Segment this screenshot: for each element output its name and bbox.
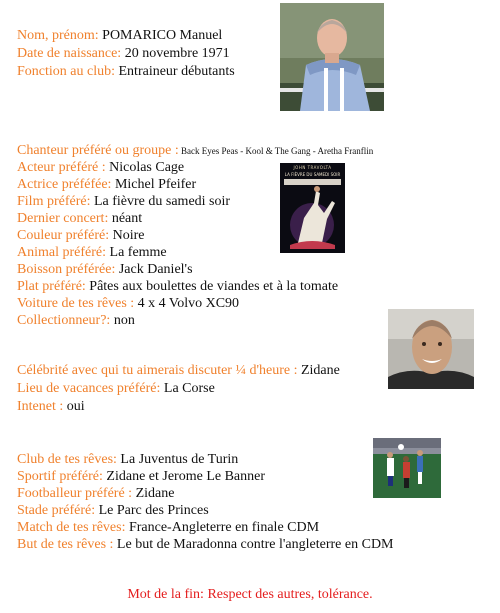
- match-photo: [373, 438, 441, 498]
- line-nom: [17, 27, 222, 45]
- label-plat: Plat préféré:: [17, 279, 86, 294]
- line-chanteur: [17, 142, 373, 160]
- label-date-naissance: Date de naissance:: [17, 46, 122, 61]
- value-fonction: Entraineur débutants: [115, 64, 235, 79]
- label-nom: Nom, prénom:: [17, 28, 99, 43]
- value-plat: Pâtes aux boulettes de viandes et à la tomate: [85, 279, 339, 294]
- value-animal: La femme: [106, 245, 167, 260]
- coach-photo: [280, 3, 384, 111]
- line-vacances: [17, 380, 215, 398]
- label-collectionneur: Collectionneur?:: [17, 313, 111, 328]
- line-plat: [17, 278, 338, 296]
- line-collectionneur: [17, 312, 135, 330]
- line-couleur: [17, 227, 145, 245]
- poster-title-text: LA FIÈVRE DU SAMEDI SOIR: [284, 172, 341, 177]
- value-vacances: La Corse: [160, 381, 215, 396]
- label-actrice: Actrice préféfée:: [17, 177, 112, 192]
- value-sportif: Zidane et Jerome Le Banner: [102, 469, 266, 484]
- label-sportif: Sportif préféré:: [17, 469, 103, 484]
- label-acteur: Acteur préféré :: [17, 160, 106, 175]
- line-animal: [17, 244, 167, 262]
- movie-poster: [280, 163, 345, 253]
- poster-top-text: JOHN TRAVOLTA: [293, 165, 332, 170]
- line-voiture: [17, 295, 239, 313]
- value-footballeur: Zidane: [132, 486, 175, 501]
- line-celebrite: [17, 362, 340, 380]
- value-couleur: Noire: [109, 228, 145, 243]
- value-nom: POMARICO Manuel: [98, 28, 223, 43]
- value-club: La Juventus de Turin: [116, 452, 239, 467]
- label-boisson: Boisson préférée:: [17, 262, 116, 277]
- value-stade: Le Parc des Princes: [95, 503, 209, 518]
- line-stade: [17, 502, 209, 520]
- label-footballeur: Footballeur préféré :: [17, 486, 133, 501]
- label-vacances: Lieu de vacances préféré:: [17, 381, 161, 396]
- line-club: [17, 451, 238, 469]
- value-voiture: 4 x 4 Volvo XC90: [134, 296, 240, 311]
- line-actrice: [17, 176, 196, 194]
- line-footballeur: [17, 485, 174, 503]
- zidane-photo: [388, 309, 474, 389]
- value-concert: néant: [108, 211, 143, 226]
- label-couleur: Couleur préféré:: [17, 228, 110, 243]
- value-actrice: Michel Pfeifer: [111, 177, 197, 192]
- value-but: Le but de Maradonna contre l'angleterre en CDM: [113, 537, 394, 552]
- label-club: Club de tes rêves:: [17, 452, 117, 467]
- closing-message: Mot de la fin: Respect des autres, tolérance.: [127, 587, 373, 602]
- value-internet: oui: [63, 399, 85, 414]
- label-celebrite: Célébrité avec qui tu aimerais discuter ¼ d'heure :: [17, 363, 298, 378]
- label-match: Match de tes rêves:: [17, 520, 126, 535]
- line-match: [17, 519, 319, 537]
- value-chanteur: Back Eyes Peas - Kool & The Gang - Aretha Franflin: [178, 146, 374, 156]
- line-date-naissance: [17, 45, 230, 63]
- value-boisson: Jack Daniel's: [115, 262, 193, 277]
- label-voiture: Voiture de tes rêves :: [17, 296, 135, 311]
- label-concert: Dernier concert:: [17, 211, 109, 226]
- value-match: France-Angleterre en finale CDM: [125, 520, 320, 535]
- label-film: Film préféré:: [17, 194, 91, 209]
- line-internet: [17, 398, 85, 416]
- line-acteur: [17, 159, 184, 177]
- value-film: La fièvre du samedi soir: [90, 194, 231, 209]
- label-animal: Animal préféré:: [17, 245, 107, 260]
- label-chanteur: Chanteur préféré ou groupe :: [17, 143, 179, 158]
- line-concert: [17, 210, 142, 228]
- label-but: But de tes rêves :: [17, 537, 114, 552]
- label-fonction: Fonction au club:: [17, 64, 115, 79]
- line-fonction: [17, 63, 235, 81]
- label-stade: Stade préféré:: [17, 503, 96, 518]
- value-acteur: Nicolas Cage: [105, 160, 185, 175]
- value-collectionneur: non: [110, 313, 135, 328]
- line-but: [17, 536, 394, 554]
- label-internet: Intenet :: [17, 399, 64, 414]
- line-boisson: [17, 261, 193, 279]
- value-date-naissance: 20 novembre 1971: [121, 46, 230, 61]
- line-sportif: [17, 468, 265, 486]
- value-celebrite: Zidane: [297, 363, 340, 378]
- line-film: [17, 193, 230, 211]
